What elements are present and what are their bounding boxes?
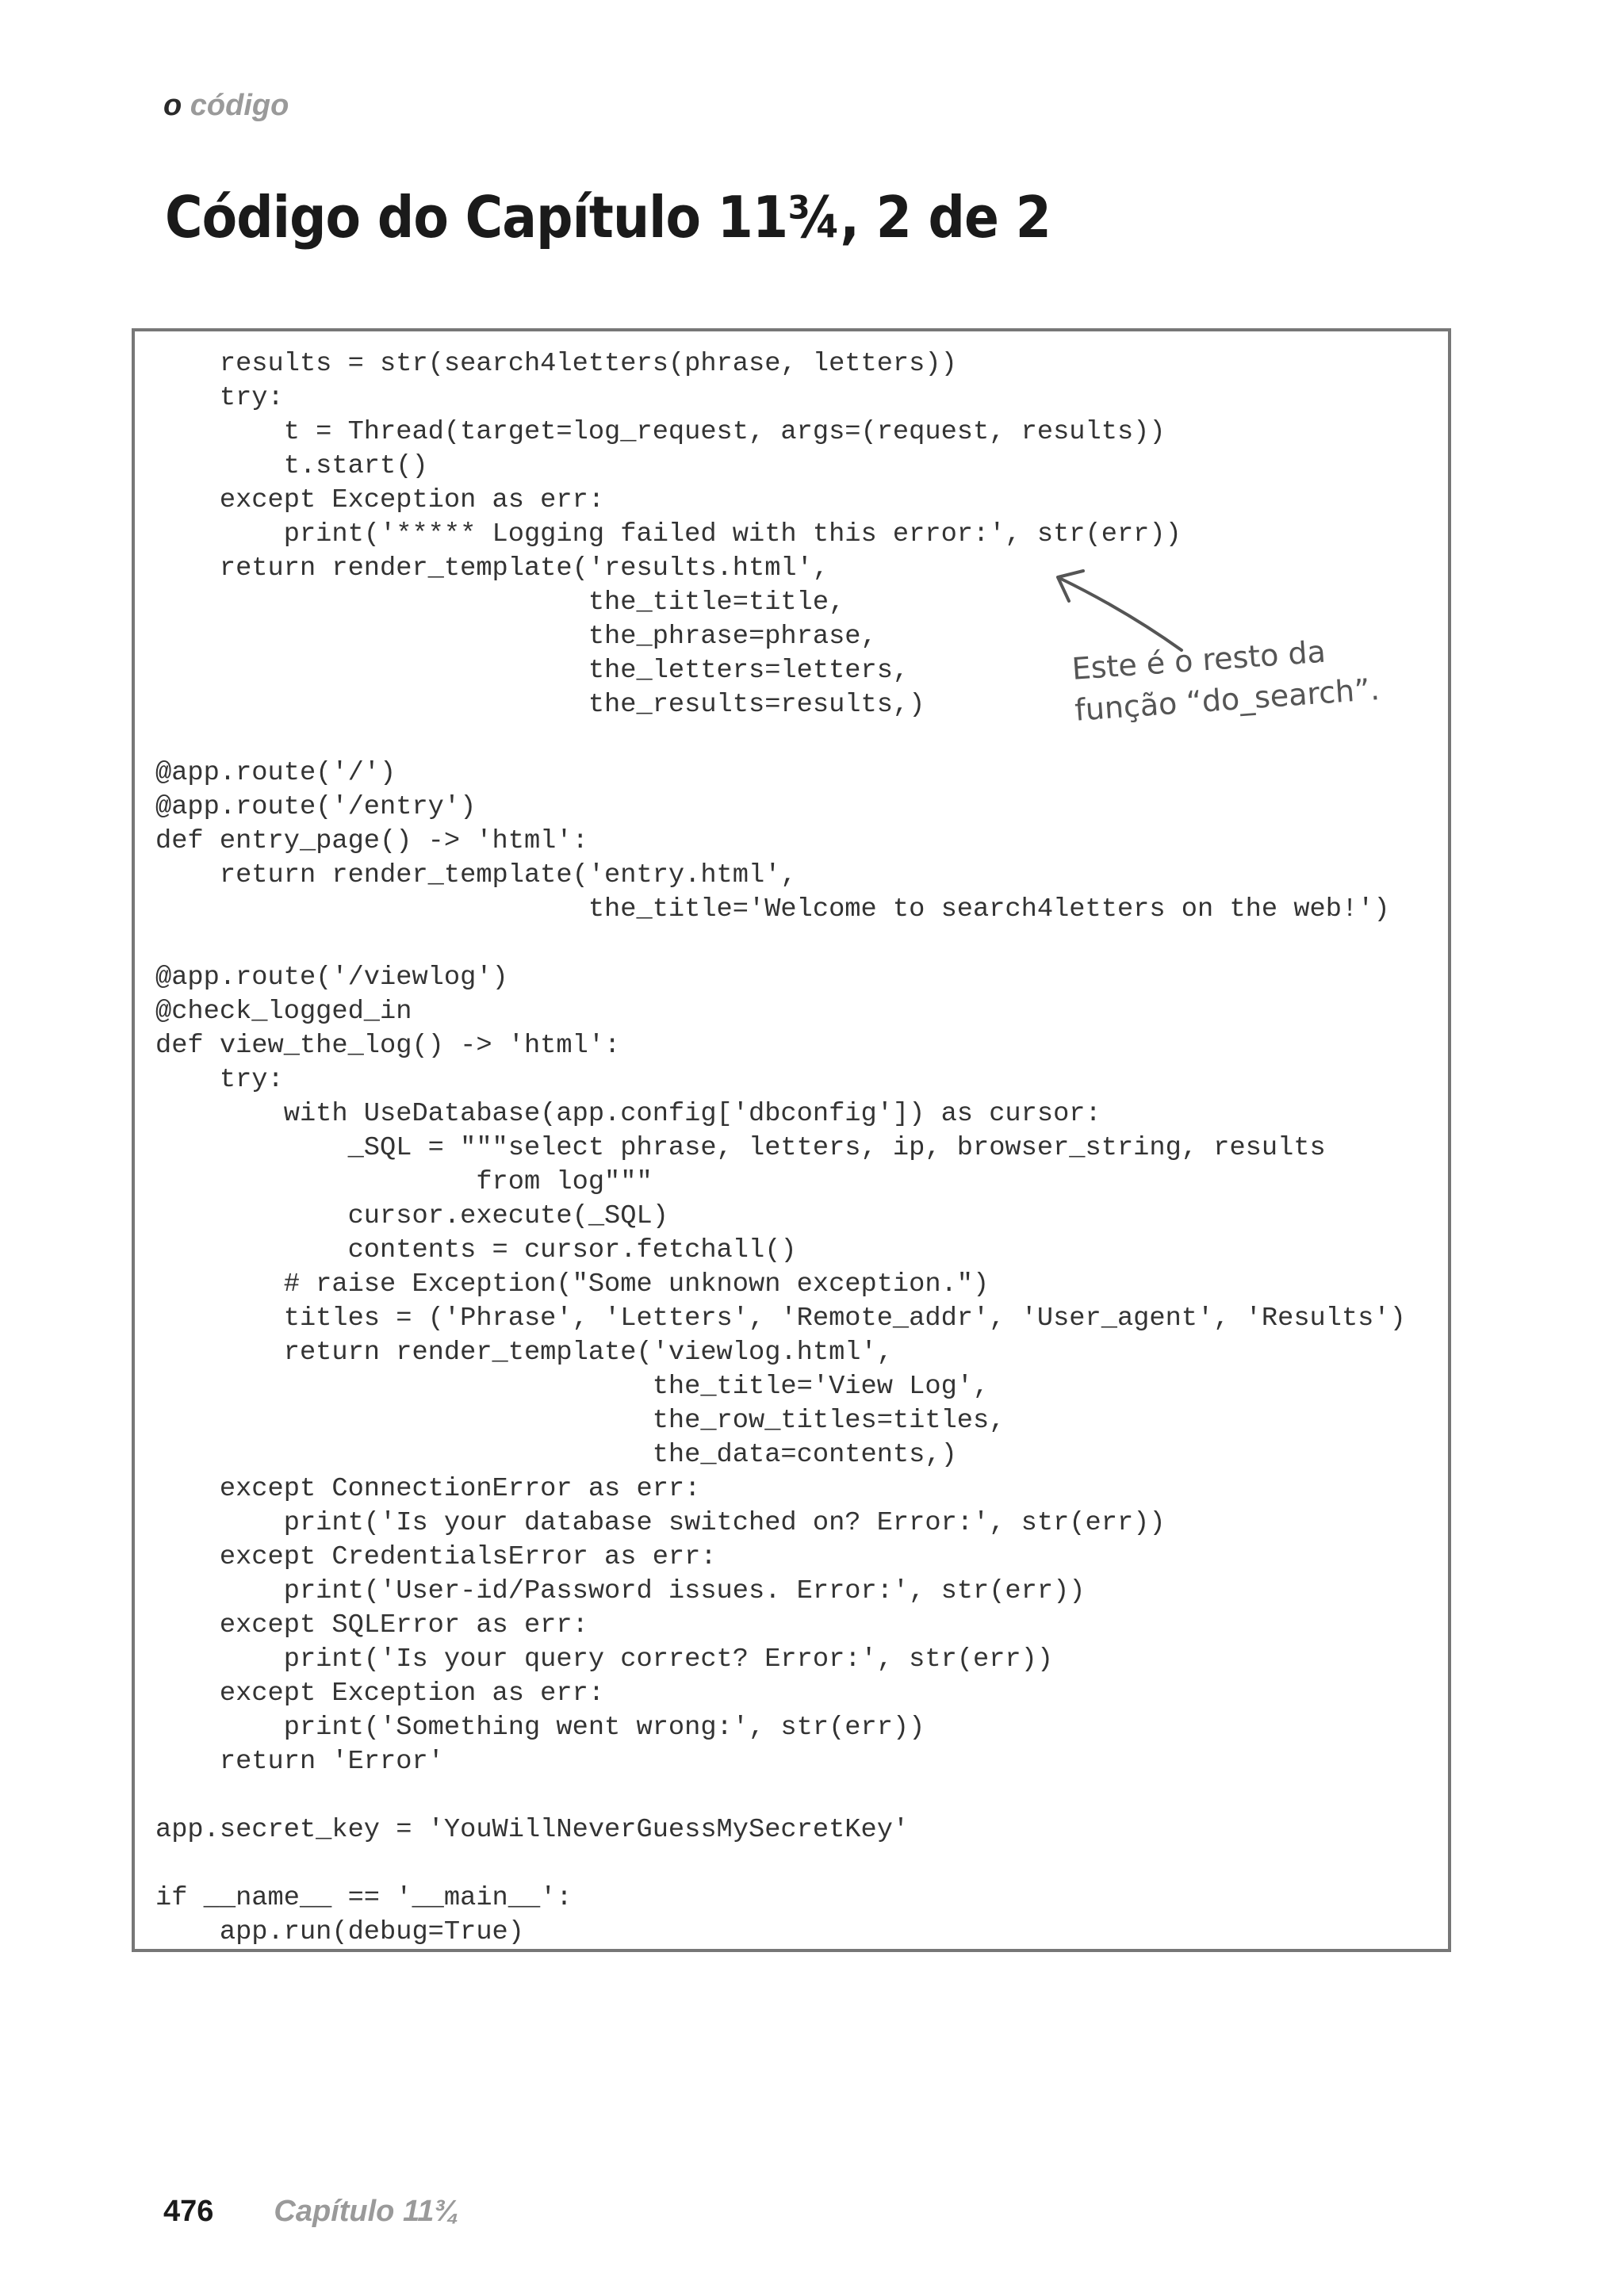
code-line: contents = cursor.fetchall() (155, 1235, 797, 1265)
code-line: _SQL = """select phrase, letters, ip, browser_string, results (155, 1133, 1326, 1163)
code-line: return 'Error' (155, 1747, 444, 1777)
code-line: print('Something went wrong:', str(err)) (155, 1713, 925, 1743)
code-line: the_title=title, (155, 588, 845, 618)
code-line: print('Is your query correct? Error:', str(err)) (155, 1644, 1054, 1675)
code-line: return render_template('viewlog.html', (155, 1338, 893, 1368)
annotation-line-2: função “do_search”. (1073, 671, 1381, 728)
code-block (155, 347, 1406, 1950)
code-line: try: (155, 1065, 284, 1095)
code-line (155, 722, 1406, 756)
chapter-label: Capítulo 11¾ (274, 2195, 460, 2228)
code-line: def entry_page() -> 'html': (155, 826, 588, 856)
code-line: the_letters=letters, (155, 656, 910, 686)
code-line: titles = ('Phrase', 'Letters', 'Remote_addr', 'User_agent', 'Results') (155, 1303, 1406, 1334)
code-line: try: (155, 383, 284, 413)
code-line: the_title='Welcome to search4letters on the web!') (155, 894, 1390, 924)
code-line: return render_template('entry.html', (155, 860, 797, 890)
code-line: with UseDatabase(app.config['dbconfig']) as cursor: (155, 1099, 1101, 1129)
code-line: t.start() (155, 451, 428, 481)
code-line (155, 1779, 1406, 1813)
code-listing-box (132, 328, 1451, 1952)
code-line: print('Is your database switched on? Error:', str(err)) (155, 1508, 1166, 1538)
code-line: t = Thread(target=log_request, args=(request, results)) (155, 417, 1166, 447)
code-line: except Exception as err: (155, 1679, 605, 1709)
code-line: @app.route('/entry') (155, 792, 477, 822)
code-line: except ConnectionError as err: (155, 1474, 701, 1504)
code-line: app.run(debug=True) (155, 1917, 524, 1947)
code-line (155, 1847, 1406, 1881)
page-title: Código do Capítulo 11¾, 2 de 2 (165, 184, 1051, 251)
section-label (163, 89, 289, 123)
code-line: the_title='View Log', (155, 1372, 990, 1402)
code-line: the_row_titles=titles, (155, 1406, 1005, 1436)
code-line: @check_logged_in (155, 997, 412, 1027)
code-line: results = str(search4letters(phrase, letters)) (155, 349, 957, 379)
code-line: the_results=results,) (155, 690, 925, 720)
code-line: print('User-id/Password issues. Error:', str(err)) (155, 1576, 1086, 1606)
code-line: except SQLError as err: (155, 1610, 588, 1640)
section-label-rest: código (182, 89, 289, 122)
code-line: except Exception as err: (155, 485, 605, 515)
code-line: if __name__ == '__main__': (155, 1883, 573, 1913)
section-label-lead: o (163, 89, 182, 122)
code-line: return render_template('results.html', (155, 553, 829, 584)
code-line: the_phrase=phrase, (155, 622, 877, 652)
code-line: app.secret_key = 'YouWillNeverGuessMySecretKey' (155, 1815, 910, 1845)
page-footer (163, 2195, 459, 2229)
code-line: print('***** Logging failed with this error:', str(err)) (155, 519, 1182, 549)
annotation-line-1: Este é o resto da (1071, 634, 1327, 687)
code-line: the_data=contents,) (155, 1440, 957, 1470)
code-line: @app.route('/') (155, 758, 396, 788)
code-line (155, 927, 1406, 961)
code-line: except CredentialsError as err: (155, 1542, 717, 1572)
code-line: def view_the_log() -> 'html': (155, 1031, 621, 1061)
code-line: # raise Exception("Some unknown exception.") (155, 1269, 990, 1300)
code-line: cursor.execute(_SQL) (155, 1201, 668, 1231)
code-line: from log""" (155, 1167, 653, 1197)
code-line: @app.route('/viewlog') (155, 963, 508, 993)
page-number: 476 (163, 2195, 214, 2228)
